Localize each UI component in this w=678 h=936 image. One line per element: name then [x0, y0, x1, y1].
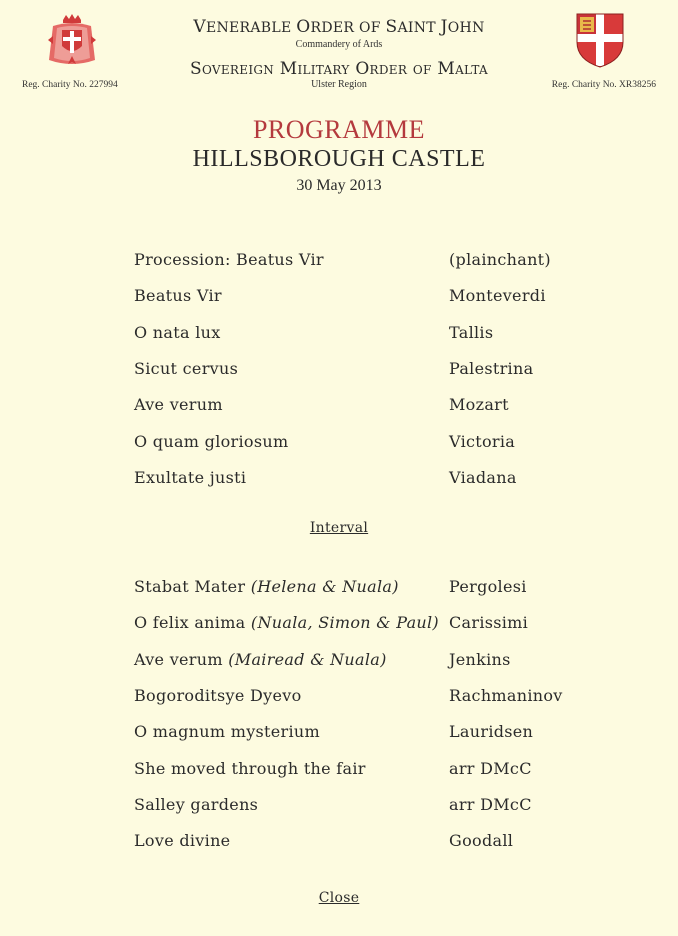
- piece-name: Stabat Mater: [134, 577, 246, 596]
- piece-name: Sicut cervus: [134, 358, 239, 378]
- piece-name: Beatus Vir: [134, 286, 222, 306]
- piece-title: [134, 432, 288, 451]
- composer: arr DMcC: [449, 758, 532, 778]
- piece-title: [134, 831, 230, 850]
- composer: Pergolesi: [449, 577, 527, 596]
- composer: arr DMcC: [449, 794, 532, 814]
- programme-row: [134, 250, 604, 274]
- piece-title: [134, 759, 366, 778]
- piece-name: Exultate justi: [134, 467, 247, 487]
- programme-row: [134, 722, 604, 746]
- organisation-title-1: VENERABLE ORDER OF SAINT JOHN: [193, 17, 485, 37]
- performers: (Nuala, Simon & Paul): [250, 613, 439, 633]
- piece-title: [134, 359, 238, 378]
- charity-number-left: Reg. Charity No. 227994: [22, 80, 118, 90]
- organisation-subtitle-1: Commandery of Ards: [295, 39, 383, 50]
- piece-name: O nata lux: [134, 322, 221, 342]
- programme-row: [134, 286, 604, 310]
- event-date: 30 May 2013: [296, 177, 382, 194]
- programme-heading: PROGRAMME: [252, 115, 426, 144]
- programme-row: [134, 468, 604, 492]
- programme-row: [134, 577, 604, 601]
- piece-name: Salley gardens: [134, 794, 259, 814]
- charity-number-right: Reg. Charity No. XR38256: [551, 80, 656, 90]
- piece-name: Love divine: [134, 831, 231, 851]
- composer: Mozart: [449, 395, 509, 415]
- programme-row: [134, 395, 604, 419]
- venue-title: HILLSBOROUGH CASTLE: [192, 146, 486, 172]
- composer: Lauridsen: [449, 722, 534, 742]
- piece-title: [134, 650, 387, 669]
- programme-row: [134, 359, 604, 383]
- performers: (Mairead & Nuala): [228, 649, 387, 669]
- programme-row: [134, 432, 604, 456]
- organisation-title-2: Sovereign Military Order of Malta: [190, 59, 488, 79]
- piece-title: [134, 250, 324, 269]
- programme-row: [134, 759, 604, 783]
- composer: Viadana: [449, 467, 517, 487]
- organisation-subtitle-2: Ulster Region: [311, 79, 367, 90]
- composer: Carissimi: [449, 613, 529, 633]
- piece-name: O quam gloriosum: [134, 431, 289, 451]
- performers: (Helena & Nuala): [250, 577, 399, 596]
- piece-title: [134, 286, 222, 305]
- piece-name: Bogoroditsye Dyevo: [134, 685, 302, 705]
- composer: Jenkins: [449, 649, 511, 669]
- programme-row: [134, 323, 604, 347]
- piece-name: Procession: Beatus Vir: [134, 250, 324, 269]
- programme-row: [134, 831, 604, 855]
- close-link[interactable]: Close: [318, 890, 360, 906]
- programme-row: [134, 650, 604, 674]
- piece-name: Ave verum: [134, 649, 223, 669]
- programme-row: [134, 795, 604, 819]
- piece-name: O magnum mysterium: [134, 722, 320, 742]
- composer: Palestrina: [449, 358, 534, 378]
- piece-title: [134, 395, 223, 414]
- composer: Monteverdi: [449, 286, 546, 306]
- composer: Goodall: [449, 831, 514, 851]
- programme-row: [134, 613, 604, 637]
- piece-title: [134, 795, 258, 814]
- composer: Rachmaninov: [449, 685, 563, 705]
- piece-name: Ave verum: [134, 395, 223, 415]
- piece-title: [134, 613, 439, 632]
- interval-heading: Interval: [309, 520, 369, 536]
- composer: (plainchant): [449, 250, 551, 269]
- piece-title: [134, 577, 399, 596]
- piece-title: [134, 686, 302, 705]
- piece-title: [134, 722, 320, 741]
- composer: Victoria: [449, 431, 516, 451]
- piece-name: O felix anima: [134, 613, 246, 633]
- composer: Tallis: [449, 322, 494, 342]
- piece-title: [134, 468, 246, 487]
- programme-row: [134, 686, 604, 710]
- piece-name: She moved through the fair: [134, 758, 366, 778]
- piece-title: [134, 323, 221, 342]
